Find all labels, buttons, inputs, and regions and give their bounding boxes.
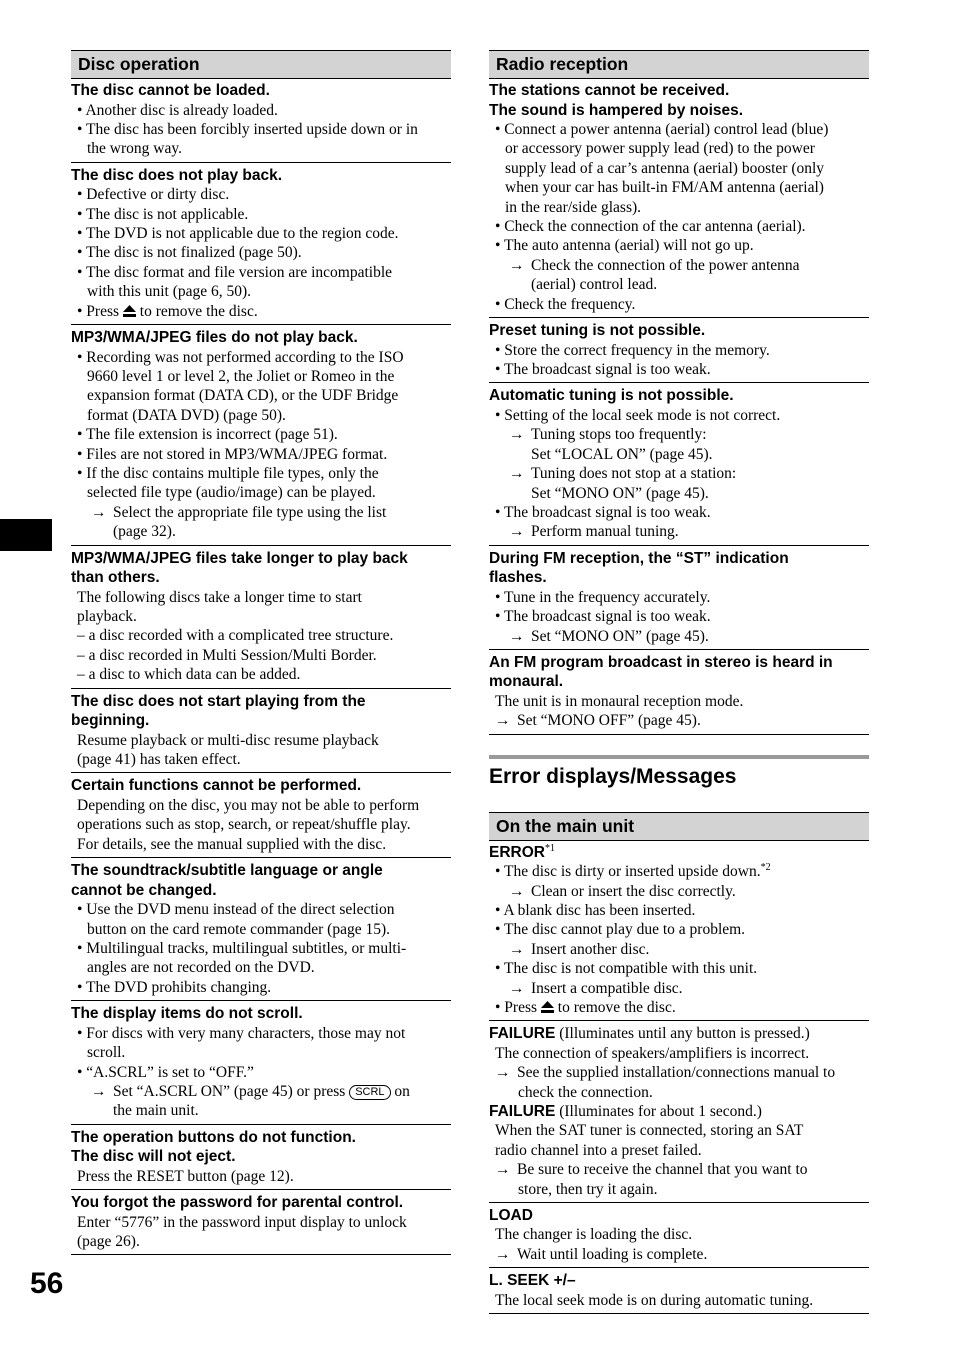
text-line: store, then try it again. xyxy=(518,1180,658,1198)
entry-title: beginning. xyxy=(71,712,150,730)
text-line: FAILURE (Illuminates until any button is pressed.) xyxy=(489,1025,810,1043)
text-line xyxy=(489,1271,869,1290)
troubleshooting-entry xyxy=(71,81,451,163)
arrow-icon: → xyxy=(495,1245,511,1263)
chapter-heading: Error displays/Messages xyxy=(489,755,869,792)
text-line: • The disc cannot play due to a problem. xyxy=(495,921,746,939)
text-line: radio channel into a preset failed. xyxy=(495,1141,702,1159)
entry-title: Preset tuning is not possible. xyxy=(489,322,706,340)
text-line: • The file extension is incorrect (page 51). xyxy=(77,426,338,444)
text-line: when your car has built-in FM/AM antenna (aerial) xyxy=(505,179,824,197)
text-line: • “A.SCRL” is set to “OFF.” xyxy=(77,1063,254,1081)
text-line: • Connect a power antenna (aerial) control lead (blue) xyxy=(495,121,829,138)
troubleshooting-entry xyxy=(71,549,451,689)
text-line: → Insert a compatible disc. xyxy=(509,979,683,997)
arrow-icon: → xyxy=(91,1082,107,1100)
text-line: • The disc format and file version are incompatible xyxy=(77,263,393,281)
text-line: selected file type (audio/image) can be played. xyxy=(87,484,376,502)
arrow-icon: → xyxy=(91,503,107,521)
subsection-heading: On the main unit xyxy=(489,812,869,841)
message-keyword: LOAD xyxy=(489,1207,533,1225)
arrow-icon: → xyxy=(509,426,525,444)
section-heading: Radio reception xyxy=(489,50,869,79)
troubleshooting-entry xyxy=(71,1193,451,1255)
troubleshooting-entry xyxy=(71,692,451,774)
text-line: • If the disc contains multiple file types, only the xyxy=(77,465,379,482)
entry-title: The stations cannot be received. xyxy=(489,82,730,99)
text-line: • Multilingual tracks, multilingual subtitles, or multi- xyxy=(77,940,407,957)
text-line: → Insert another disc. xyxy=(509,940,650,958)
right-blocks xyxy=(489,81,869,735)
text-line: • The disc has been forcibly inserted upside down or in xyxy=(77,120,418,138)
eject-icon xyxy=(123,305,136,317)
text-line: → Tuning stops too frequently: xyxy=(509,426,707,444)
entry-title: The sound is hampered by noises. xyxy=(489,101,744,119)
text-line: • Another disc is already loaded. xyxy=(77,101,278,119)
troubleshooting-entry xyxy=(489,1024,869,1203)
arrow-icon: → xyxy=(509,627,525,645)
text-line: • Press to remove the disc. xyxy=(495,999,676,1016)
text-line: The following discs take a longer time to start xyxy=(77,588,362,606)
text-line: • Files are not stored in MP3/WMA/JPEG format. xyxy=(77,445,388,463)
text-line: • The disc is not compatible with this unit. xyxy=(495,960,758,978)
text-line: → See the supplied installation/connections manual to xyxy=(495,1064,836,1082)
arrow-icon: → xyxy=(509,523,525,541)
text-line: Depending on the disc, you may not be able to perform xyxy=(77,796,420,814)
text-line: scroll. xyxy=(87,1044,126,1062)
text-line: FAILURE (Illuminates for about 1 second.) xyxy=(489,1103,762,1121)
entry-title: monaural. xyxy=(489,673,564,691)
text-line: supply lead of a car’s antenna (aerial) booster (only xyxy=(505,159,825,177)
text-line: The local seek mode is on during automatic tuning. xyxy=(495,1291,814,1309)
text-line: • The disc is dirty or inserted upside down.$^{*2}$ xyxy=(495,862,771,881)
text-line: • Press to remove the disc. xyxy=(77,302,258,320)
section-heading: Disc operation xyxy=(71,50,451,79)
text-line: → Set “MONO OFF” (page 45). xyxy=(495,712,701,730)
text-line: – a disc to which data can be added. xyxy=(77,666,301,684)
text-line: • The auto antenna (aerial) will not go up. xyxy=(495,237,754,255)
text-line: The connection of speakers/amplifiers is incorrect. xyxy=(495,1044,810,1062)
arrow-icon: → xyxy=(495,1064,511,1082)
text-line: The changer is loading the disc. xyxy=(495,1226,693,1244)
text-line: angles are not recorded on the DVD. xyxy=(87,959,315,977)
troubleshooting-entry xyxy=(489,549,869,650)
text-line: • The DVD prohibits changing. xyxy=(77,978,272,996)
entry-title: During FM reception, the “ST” indication xyxy=(489,549,789,567)
arrow-icon: → xyxy=(495,712,511,730)
entry-title: You forgot the password for parental control. xyxy=(71,1194,404,1212)
text-line: • A blank disc has been inserted. xyxy=(495,901,696,919)
troubleshooting-entry xyxy=(71,328,451,546)
text-line: • Recording was not performed according to the ISO xyxy=(77,348,404,366)
text-line: (page 41) has taken effect. xyxy=(77,751,241,769)
text-line: – a disc recorded with a complicated tree structure. xyxy=(77,627,394,645)
text-line: → Clean or insert the disc correctly. xyxy=(509,882,736,900)
text-line: (page 26). xyxy=(77,1233,140,1251)
troubleshooting-entry xyxy=(489,843,869,1022)
troubleshooting-entry xyxy=(71,166,451,325)
text-line: in the rear/side glass). xyxy=(505,198,642,216)
text-line: • Store the correct frequency in the memory. xyxy=(495,341,770,359)
text-line: 9660 level 1 or level 2, the Joliet or Romeo in the xyxy=(87,367,395,385)
footnote-ref: *1 xyxy=(544,842,555,854)
troubleshooting-entry xyxy=(489,1206,869,1268)
entry-title: MP3/WMA/JPEG files take longer to play back xyxy=(71,549,408,567)
text-line: → Perform manual tuning. xyxy=(509,523,679,541)
text-line: • The broadcast signal is too weak. xyxy=(495,360,711,378)
entry-title: MP3/WMA/JPEG files do not play back. xyxy=(71,329,358,347)
text-line: → Tuning does not stop at a station: xyxy=(509,465,737,483)
message-keyword: L. SEEK +/– xyxy=(489,1272,576,1290)
troubleshooting-entry xyxy=(71,1004,451,1125)
text-line: → Select the appropriate file type using the list xyxy=(91,503,387,521)
entry-title: Certain functions cannot be performed. xyxy=(71,777,362,795)
troubleshooting-entry xyxy=(71,776,451,858)
arrow-icon: → xyxy=(509,979,525,997)
text-line: Set “MONO ON” (page 45). xyxy=(531,484,709,502)
text-line: operations such as stop, search, or repeat/shuffle play. xyxy=(77,816,411,834)
text-line: • The broadcast signal is too weak. xyxy=(495,503,711,521)
text-line: check the connection. xyxy=(518,1083,653,1101)
text-line: → Wait until loading is complete. xyxy=(495,1245,708,1263)
text-line: (aerial) control lead. xyxy=(531,276,658,294)
left-column xyxy=(71,50,451,1258)
text-line xyxy=(489,1206,869,1225)
text-line: • The broadcast signal is too weak. xyxy=(495,608,711,626)
entry-title: than others. xyxy=(71,569,160,587)
text-line: • Tune in the frequency accurately. xyxy=(495,588,711,606)
message-keyword: FAILURE xyxy=(489,1025,556,1043)
scrl-button-label: SCRL xyxy=(349,1085,390,1100)
text-line: For details, see the manual supplied with the disc. xyxy=(77,835,387,853)
text-line: • For discs with very many characters, those may not xyxy=(77,1024,406,1042)
text-line: → Be sure to receive the channel that you want to xyxy=(495,1161,808,1179)
text-line: • The disc is not finalized (page 50). xyxy=(77,244,302,262)
text-line: Enter “5776” in the password input display to unlock xyxy=(77,1213,407,1231)
entry-title: An FM program broadcast in stereo is heard in xyxy=(489,653,833,671)
troubleshooting-entry xyxy=(489,81,869,318)
text-line: format (DATA DVD) (page 50). xyxy=(87,406,286,424)
arrow-icon: → xyxy=(495,1161,511,1179)
entry-title: The disc cannot be loaded. xyxy=(71,82,270,99)
text-line: • Check the frequency. xyxy=(495,295,636,313)
eject-icon xyxy=(541,1001,554,1013)
text-line: or accessory power supply lead (red) to the power xyxy=(505,140,815,158)
text-line: • The DVD is not applicable due to the region code. xyxy=(77,225,399,243)
arrow-icon: → xyxy=(509,256,525,274)
left-blocks xyxy=(71,81,451,1255)
footnote-ref: *2 xyxy=(760,862,771,873)
text-line: → Set “MONO ON” (page 45). xyxy=(509,627,709,645)
entry-title: cannot be changed. xyxy=(71,881,217,899)
text-line: • Defective or dirty disc. xyxy=(77,186,230,204)
entry-title: The disc does not play back. xyxy=(71,166,283,184)
text-line: → Set “A.SCRL ON” (page 45) or press SCRL on xyxy=(91,1082,410,1100)
troubleshooting-entry xyxy=(489,321,869,383)
text-line: Resume playback or multi-disc resume playback xyxy=(77,731,379,749)
troubleshooting-entry xyxy=(71,1128,451,1190)
text-line: → Check the connection of the power antenna xyxy=(509,256,800,274)
page-number: 56 xyxy=(30,1267,64,1300)
text-line: • Setting of the local seek mode is not correct. xyxy=(495,406,781,424)
text-line: The unit is in monaural reception mode. xyxy=(495,692,744,710)
chapter-tab-marker xyxy=(0,519,52,551)
entry-title: The disc does not start playing from the xyxy=(71,692,366,710)
text-line xyxy=(489,843,869,862)
text-line: – a disc recorded in Multi Session/Multi Border. xyxy=(77,646,377,664)
text-line: the wrong way. xyxy=(87,140,182,158)
troubleshooting-entry xyxy=(489,1271,869,1314)
entry-title: The display items do not scroll. xyxy=(71,1005,303,1023)
text-line: Press the RESET button (page 12). xyxy=(77,1167,294,1185)
entry-title: The disc will not eject. xyxy=(71,1148,236,1166)
text-line: the main unit. xyxy=(113,1102,199,1120)
troubleshooting-entry xyxy=(489,386,869,545)
entry-title: The operation buttons do not function. xyxy=(71,1128,356,1146)
text-line: expansion format (DATA CD), or the UDF Bridge xyxy=(87,387,399,405)
text-line: • The disc is not applicable. xyxy=(77,205,249,223)
entry-title: flashes. xyxy=(489,569,547,587)
message-keyword: FAILURE xyxy=(489,1103,556,1121)
text-line: playback. xyxy=(77,608,137,626)
arrow-icon: → xyxy=(509,940,525,958)
arrow-icon: → xyxy=(509,882,525,900)
troubleshooting-entry xyxy=(489,653,869,735)
text-line: • Check the connection of the car antenna (aerial). xyxy=(495,218,806,236)
entry-title: The soundtrack/subtitle language or angle xyxy=(71,862,383,880)
entry-title: Automatic tuning is not possible. xyxy=(489,387,734,405)
arrow-icon: → xyxy=(509,465,525,483)
text-line: with this unit (page 6, 50). xyxy=(87,283,252,301)
text-line: (page 32). xyxy=(113,523,176,541)
message-keyword: ERROR xyxy=(489,843,545,861)
text-line: button on the card remote commander (page 15). xyxy=(87,920,390,938)
text-line: • Use the DVD menu instead of the direct selection xyxy=(77,901,395,919)
text-line: When the SAT tuner is connected, storing an SAT xyxy=(495,1122,804,1140)
troubleshooting-entry xyxy=(71,861,451,1001)
right-blocks-messages xyxy=(489,843,869,1314)
right-column xyxy=(489,50,869,1317)
text-line: Set “LOCAL ON” (page 45). xyxy=(531,445,713,463)
